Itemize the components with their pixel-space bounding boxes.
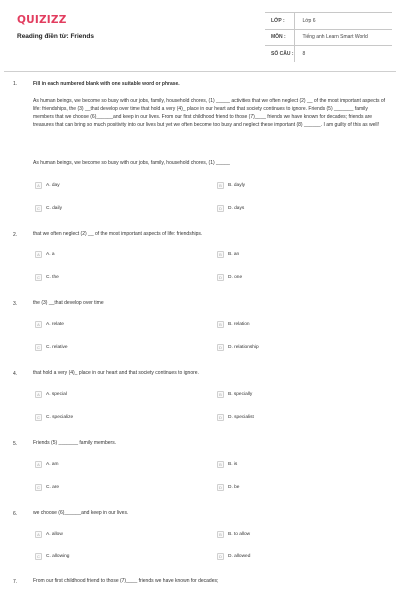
- option-a[interactable]: [35, 251, 55, 258]
- question-stem: we choose (6)______and keep in our lives.: [33, 510, 129, 516]
- option-d[interactable]: [217, 414, 254, 421]
- option-text: B. an: [228, 252, 240, 257]
- meta-key: LỚP :: [265, 13, 294, 30]
- question-stem: As human beings, we become so busy with our jobs, family, household chores, (1) _____: [33, 160, 230, 166]
- option-letter-box: C: [35, 553, 42, 560]
- option-text: D. be: [228, 485, 240, 490]
- option-text: C. are: [46, 485, 60, 490]
- reading-passage: As human beings, we become so busy with our jobs, family, household chores, (1) _____ activities that we often neglect (2) __ of the most important aspects of life: friendships, the (3) __that develop over time that hold a very (4)_ place in our heart and that society continues to ignore. Friends (5) _______ family members that we choose (6)______and keep in our lives. From our first childhood friend to those (7)____ friends we have known for decades; friends are treasures that can bring so much positivity into our lives but yet we often become too busy and neglect these important (8) ______. I am guilty of this as well!: [33, 98, 386, 128]
- question-stem: Friends (5) _______ family members.: [33, 440, 117, 446]
- option-a[interactable]: [35, 531, 63, 538]
- option-text: D. one: [228, 275, 243, 280]
- option-text: A. am: [46, 462, 59, 467]
- option-a[interactable]: [35, 321, 64, 328]
- question-stem: the (3) __that develop over time: [33, 300, 104, 306]
- option-text: C. specialize: [46, 415, 74, 420]
- question-number: 1.: [13, 81, 18, 87]
- option-d[interactable]: [217, 274, 242, 281]
- option-letter-box: D: [217, 414, 224, 421]
- option-text: A. day: [46, 183, 60, 188]
- meta-key: SỐ CÂU :: [271, 51, 294, 57]
- document-title: Reading điền từ: Friends: [17, 33, 94, 40]
- option-text: A. relate: [46, 322, 64, 327]
- option-letter-box: A: [35, 182, 42, 189]
- option-letter-box: D: [217, 344, 224, 351]
- option-a[interactable]: [35, 182, 60, 189]
- option-letter-box: D: [217, 484, 224, 491]
- option-d[interactable]: [217, 553, 250, 560]
- option-text: A. a: [46, 252, 55, 257]
- option-letter-box: C: [35, 274, 42, 281]
- meta-row-count: [265, 46, 392, 63]
- option-letter-box: B: [217, 531, 224, 538]
- option-text: D. days: [228, 206, 245, 211]
- option-b[interactable]: [217, 321, 250, 328]
- option-letter-box: C: [35, 484, 42, 491]
- option-b[interactable]: [217, 391, 252, 398]
- option-letter-box: D: [217, 553, 224, 560]
- option-letter-box: A: [35, 391, 42, 398]
- option-letter-box: B: [217, 391, 224, 398]
- question-number: 5.: [13, 441, 18, 447]
- question-stem: From our first childhood friend to those (7)____ friends we have known for decades;: [33, 578, 219, 584]
- worksheet-header: [0, 0, 400, 70]
- option-b[interactable]: [217, 531, 250, 538]
- question-number: 7.: [13, 579, 18, 585]
- option-letter-box: A: [35, 461, 42, 468]
- option-c[interactable]: [35, 274, 59, 281]
- option-text: B. dayly: [228, 183, 246, 188]
- meta-row-class: [265, 13, 392, 30]
- meta-value: Lớp 6: [294, 13, 392, 30]
- option-text: D. specialist: [228, 415, 254, 420]
- meta-table: [265, 12, 392, 62]
- meta-key: MÔN :: [265, 29, 294, 46]
- option-letter-box: D: [217, 274, 224, 281]
- option-letter-box: B: [217, 321, 224, 328]
- quizizz-logo: QUIZIZZ: [17, 14, 67, 26]
- question-stem: that hold a very (4)_ place in our heart and that society continues to ignore.: [33, 370, 199, 376]
- option-text: C. relative: [46, 345, 68, 350]
- option-d[interactable]: [217, 205, 244, 212]
- option-letter-box: A: [35, 321, 42, 328]
- option-text: C. allowing: [46, 554, 70, 559]
- option-c[interactable]: [35, 205, 62, 212]
- meta-value: 8: [294, 46, 392, 63]
- option-text: A. special: [46, 392, 67, 397]
- option-letter-box: A: [35, 251, 42, 258]
- option-text: A. allow: [46, 532, 63, 537]
- option-a[interactable]: [35, 461, 59, 468]
- option-letter-box: D: [217, 205, 224, 212]
- question-number: 3.: [13, 301, 18, 307]
- option-letter-box: C: [35, 205, 42, 212]
- option-text: B. to allow: [228, 532, 251, 537]
- header-divider: [4, 71, 396, 72]
- option-letter-box: B: [217, 251, 224, 258]
- option-c[interactable]: [35, 484, 59, 491]
- option-b[interactable]: [217, 251, 239, 258]
- question-number: 2.: [13, 232, 18, 238]
- option-c[interactable]: [35, 414, 73, 421]
- meta-value: Tiếng anh Learn Smart World: [294, 29, 392, 46]
- option-a[interactable]: [35, 391, 67, 398]
- option-b[interactable]: [217, 461, 237, 468]
- option-text: C. daily: [46, 206, 62, 211]
- option-letter-box: B: [217, 182, 224, 189]
- option-text: D. relationship: [228, 345, 259, 350]
- option-letter-box: A: [35, 531, 42, 538]
- option-c[interactable]: [35, 553, 69, 560]
- option-text: C. the: [46, 275, 59, 280]
- option-text: B. is: [228, 462, 238, 467]
- option-letter-box: C: [35, 414, 42, 421]
- question-stem: that we often neglect (2) __ of the most important aspects of life: friendships.: [33, 231, 203, 237]
- option-d[interactable]: [217, 344, 259, 351]
- option-text: B. specially: [228, 392, 253, 397]
- option-c[interactable]: [35, 344, 68, 351]
- instruction: Fill in each numbered blank with one suitable word or phrase.: [33, 81, 180, 87]
- option-d[interactable]: [217, 484, 239, 491]
- option-text: B. relation: [228, 322, 250, 327]
- question-number: 6.: [13, 511, 18, 517]
- option-letter-box: C: [35, 344, 42, 351]
- option-letter-box: B: [217, 461, 224, 468]
- question-number: 4.: [13, 371, 18, 377]
- meta-row-subject: [265, 29, 392, 46]
- option-b[interactable]: [217, 182, 245, 189]
- option-text: D. allowed: [228, 554, 251, 559]
